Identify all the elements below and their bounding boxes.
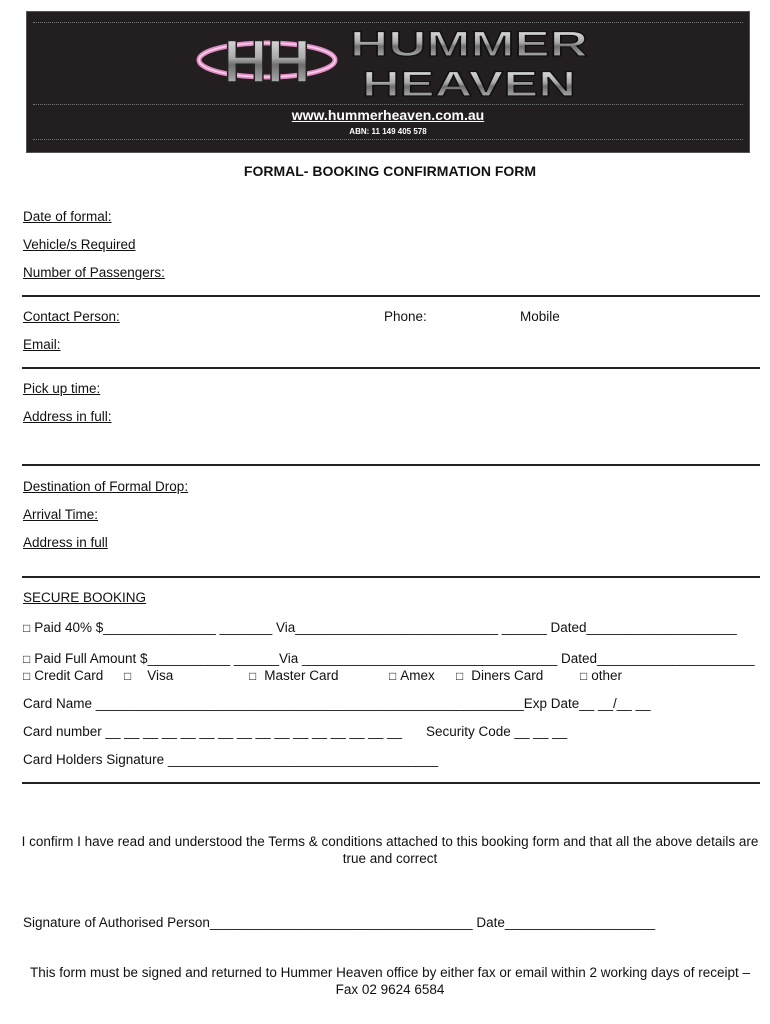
- destination-label: Destination of Formal Drop:: [23, 479, 189, 494]
- logo-line-1: HUMMER: [350, 25, 588, 64]
- number-of-passengers-label: Number of Passengers:: [23, 265, 165, 280]
- arrival-time-label: Arrival Time:: [23, 507, 99, 522]
- section-divider: [22, 782, 760, 784]
- secure-booking-heading: SECURE BOOKING: [23, 590, 147, 605]
- security-code-line: Security Code __ __ __: [426, 724, 568, 739]
- credit-card-label: Credit Card: [34, 668, 104, 683]
- diners-card-checkbox[interactable]: □: [456, 669, 464, 683]
- authorised-signature-line: Signature of Authorised Person___________________________________ Date____________________: [23, 915, 656, 930]
- section-divider: [22, 367, 760, 369]
- card-type-visa: [124, 668, 173, 683]
- banner-bottom-rule: [33, 139, 743, 140]
- section-divider: [22, 295, 760, 297]
- paid-full-checkbox[interactable]: □: [23, 652, 31, 666]
- card-type-credit: [23, 668, 103, 683]
- logo-monogram: HH: [223, 28, 311, 95]
- card-type-other: [580, 668, 622, 683]
- contact-person-label: Contact Person:: [23, 309, 120, 324]
- website-link[interactable]: www.hummerheaven.com.au: [291, 107, 485, 123]
- destination-address-label: Address in full: [23, 535, 108, 550]
- amex-checkbox[interactable]: □: [389, 669, 397, 683]
- other-label: other: [591, 668, 623, 683]
- card-type-amex: [389, 668, 435, 683]
- card-holder-signature-line: Card Holders Signature ____________________________________: [23, 752, 439, 767]
- vehicles-required-label: Vehicle/s Required: [23, 237, 136, 252]
- master-card-label: Master Card: [264, 668, 339, 683]
- visa-checkbox[interactable]: □: [124, 669, 132, 683]
- pickup-time-label: Pick up time:: [23, 381, 101, 396]
- paid-40-percent-row: [23, 620, 737, 635]
- header-banner: [26, 11, 750, 153]
- card-number-line: Card number __ __ __ __ __ __ __ __ __ __ __ __ __ __ __ __: [23, 724, 403, 739]
- form-title: FORMAL- BOOKING CONFIRMATION FORM: [243, 163, 537, 179]
- date-of-formal-label: Date of formal:: [23, 209, 112, 224]
- banner-middle-rule: [33, 104, 743, 105]
- card-type-master: [249, 668, 339, 683]
- confirmation-statement: I confirm I have read and understood the Terms & conditions attached to this booking form and that all the above details are true and correct: [21, 834, 759, 866]
- logo-line-2: HEAVEN: [362, 65, 576, 102]
- section-divider: [22, 576, 760, 578]
- pickup-address-label: Address in full:: [23, 409, 112, 424]
- hummer-heaven-logo: [192, 20, 592, 102]
- paid-40-checkbox[interactable]: □: [23, 621, 31, 635]
- credit-card-checkbox[interactable]: □: [23, 669, 31, 683]
- paid-40-line: Paid 40% $_______________ _______ Via___________________________ ______ Dated____________________: [34, 620, 737, 635]
- amex-label: Amex: [400, 668, 435, 683]
- email-label: Email:: [23, 337, 61, 352]
- paid-full-line: Paid Full Amount $___________ ______Via __________________________________ Dated_____________________: [34, 651, 755, 666]
- diners-card-label: Diners Card: [471, 668, 544, 683]
- card-type-diners: [456, 668, 543, 683]
- mobile-label: Mobile: [520, 309, 560, 324]
- abn-number: ABN: 11 149 405 578: [349, 127, 427, 136]
- phone-label: Phone:: [384, 309, 427, 324]
- paid-full-row: [23, 651, 755, 666]
- master-card-checkbox[interactable]: □: [249, 669, 257, 683]
- visa-label: Visa: [147, 668, 174, 683]
- other-checkbox[interactable]: □: [580, 669, 588, 683]
- card-name-line: Card Name _________________________________________________________Exp Date__ __/__ __: [23, 696, 651, 711]
- return-instructions: This form must be signed and returned to Hummer Heaven office by either fax or email within 2 working days of receipt – Fax 02 9624 6584: [29, 965, 751, 997]
- section-divider: [22, 464, 760, 466]
